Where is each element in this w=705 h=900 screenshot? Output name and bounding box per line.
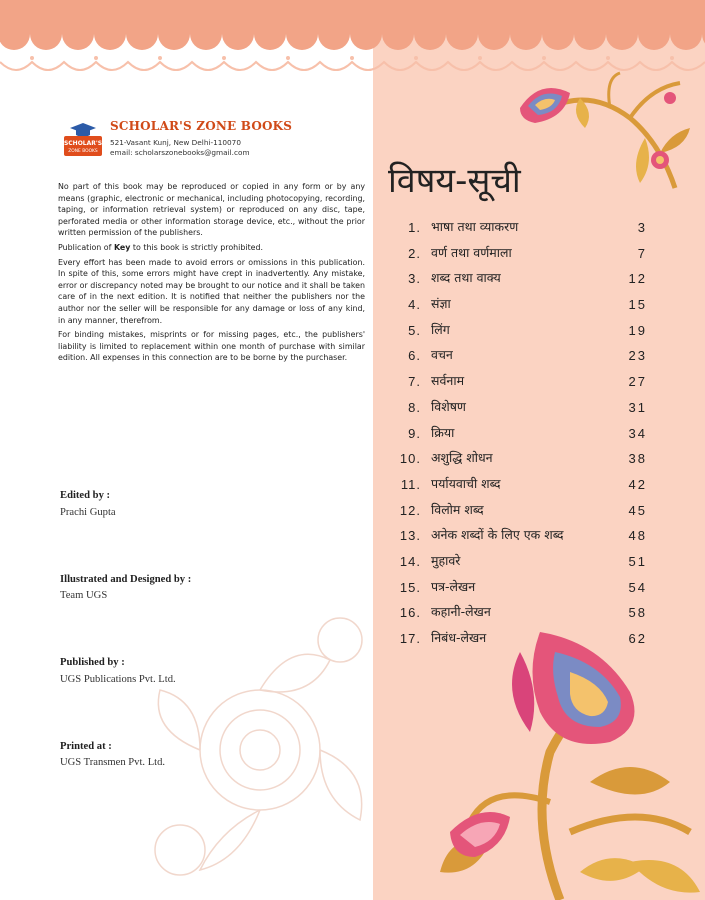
toc-item-topic: कहानी-लेखन [431,604,491,620]
toc-item-topic: विशेषण [431,398,466,414]
toc-item-page: 38 [628,451,647,467]
toc-item-page: 12 [628,271,647,287]
toc-item-page: 3 [637,220,647,235]
toc-item-topic: वर्ण तथा वर्णमाला [431,244,512,260]
toc-item-page: 7 [637,245,647,261]
publisher-name: SCHOLAR'S ZONE BOOKS [110,119,293,133]
toc-item-topic: शब्द तथा वाक्य [431,270,501,286]
toc-item [393,552,647,578]
toc-item [393,603,647,629]
toc-item [393,244,647,270]
toc-item-page: 15 [628,297,647,313]
toc-item [393,578,647,604]
toc-item [393,501,647,527]
key-prohibition-suffix: to this book is strictly prohibited. [130,242,264,252]
toc-item-number: 11. [400,476,421,492]
logo-text-bottom: ZONE BOOKS [68,149,98,154]
toc-item-number: 1. [408,220,421,235]
bottom-floral-ornament [430,632,705,900]
toc-item-page: 54 [628,579,647,595]
toc-item-number: 7. [408,374,421,390]
toc-item [393,449,647,475]
toc-item-topic: निबंध-लेखन [431,630,487,645]
toc-item [393,475,647,501]
toc-item-topic: पत्र-लेखन [431,578,476,594]
toc-item-page: 51 [628,553,647,569]
toc-item [393,218,647,244]
toc-item-number: 16. [399,605,421,621]
toc-item-number: 5. [408,322,421,338]
toc-item-number: 17. [399,631,421,646]
toc-item-number: 9. [408,425,421,441]
toc-item-page: 45 [628,502,647,518]
faded-floral-watermark [140,600,380,900]
toc-item-number: 8. [408,399,421,415]
key-prohibition-prefix: Publication of [58,242,114,252]
designed-by-value: Team UGS [60,590,108,601]
toc-item [393,346,647,372]
toc-item-page: 23 [628,348,647,364]
toc-item-number: 4. [408,297,421,313]
publisher-address: 521-Vasant Kunj, New Delhi-110070 [110,138,241,147]
toc-item-number: 15. [399,579,421,595]
toc-item-number: 6. [408,348,421,364]
toc-item-topic: वचन [431,347,453,363]
toc-item [393,398,647,424]
published-by-label: Published by : [60,657,125,668]
published-by-value: UGS Publications Pvt. Ltd. [60,674,176,685]
toc-title: विषय-सूची [388,161,521,201]
toc-item-topic: भाषा तथा व्याकरण [431,219,519,234]
toc-item-page: 31 [628,399,647,415]
binding-paragraph: For binding mistakes, misprints or for missing pages, etc., the publishers' liability is limited to replacement within one month of purchase with similar edition. All expenses in this connection are to be borne by the purchaser. [58,330,365,363]
toc-item-number: 2. [408,245,421,261]
toc-item-topic: विलोम शब्द [431,501,484,517]
toc-item-page: 19 [628,322,647,338]
printed-at-value: UGS Transmen Pvt. Ltd. [60,757,166,768]
toc-item-topic: क्रिया [431,424,455,440]
key-word: Key [113,242,131,252]
top-floral-ornament [510,68,695,203]
printed-at-label: Printed at : [60,741,112,752]
edited-by-value: Prachi Gupta [60,507,116,518]
copyright-paragraph: No part of this book may be reproduced or copied in any form or by any means (graphic, electronic or mechanical, including photocopying, recording, taping, or information retrieval system) or reproduced on any disc, tape, perforated media or other information storage device, etc., without the prior written permission of the publishers. [58,182,365,238]
logo-text-top: SCHOLAR'S [63,140,103,147]
toc-item-topic: संज्ञा [431,296,451,312]
toc-item-page: 48 [628,528,647,544]
toc-item [393,269,647,295]
toc-item-number: 14. [399,553,421,569]
table-of-contents [393,218,647,655]
toc-item-topic: मुहावरे [431,552,461,568]
edited-by-label: Edited by : [60,490,111,501]
toc-item-page: 42 [628,476,647,492]
designed-by-label: Illustrated and Designed by : [60,574,192,585]
toc-item-page: 27 [628,374,647,390]
toc-item-page: 62 [628,631,647,646]
toc-item-number: 13. [399,528,421,544]
toc-item-number: 12. [399,502,421,518]
toc-item-page: 34 [628,425,647,441]
key-prohibition-paragraph [58,242,365,254]
errors-paragraph: Every effort has been made to avoid errors or omissions in this publication. In spite of this, some errors might have crept in inadvertently. Any mistake, error or discrepancy noted may be brought to our notice and it shall be taken care of in the next edition. It is notified that neither the publishers nor the author nor the seller will be responsible for any damage or loss of any kind, in any manner, therefrom. [58,257,365,325]
toc-item [393,372,647,398]
toc-item-topic: अनेक शब्दों के लिए एक शब्द [431,527,564,543]
toc-item [393,526,647,552]
toc-item-topic: सर्वनाम [431,373,465,389]
copyright-notice [58,181,365,367]
toc-item-topic: लिंग [431,321,450,337]
toc-item-page: 58 [628,605,647,621]
toc-item [393,295,647,321]
publisher-email: email: scholarszonebooks@gmail.com [110,148,250,157]
toc-item-topic: पर्यायवाची शब्द [431,475,501,491]
toc-item-number: 10. [399,451,421,467]
scholars-zone-logo [62,120,104,158]
toc-item [393,321,647,347]
toc-item-number: 3. [408,271,421,287]
toc-item-topic: अशुद्धि शोधन [431,450,493,466]
toc-item [393,424,647,450]
